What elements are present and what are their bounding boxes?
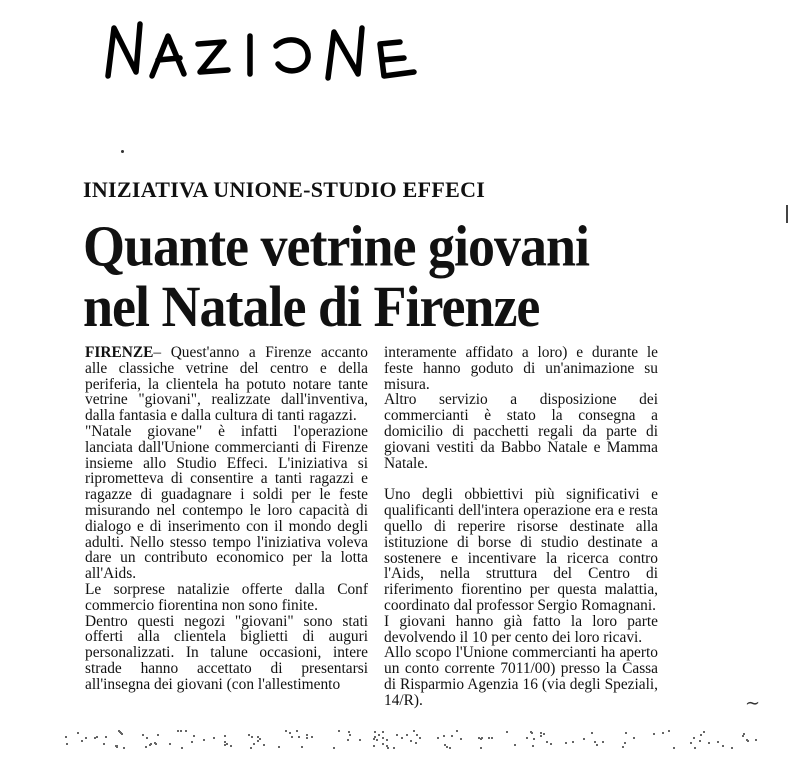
scan-speck — [251, 736, 253, 738]
scan-speck — [693, 737, 695, 739]
scan-speck — [382, 743, 384, 745]
paragraph-5: interamente affidato a loro) e durante le feste hanno goduto di un'animazione su misura. — [384, 344, 658, 393]
scan-speck — [257, 736, 259, 738]
scan-speck — [333, 747, 335, 749]
scan-speck — [565, 742, 567, 744]
scan-mark — [786, 205, 788, 223]
scan-speck — [224, 741, 226, 743]
scan-speck — [373, 745, 375, 747]
scan-speck — [154, 742, 156, 744]
scan-speck — [105, 736, 107, 738]
scan-speck — [177, 730, 179, 732]
scan-speck — [387, 747, 389, 749]
scan-speck — [349, 734, 351, 736]
scan-speck — [742, 735, 744, 737]
scan-speck — [622, 746, 624, 748]
scan-speck — [278, 746, 280, 748]
handwritten-masthead-note — [100, 14, 430, 84]
scan-speck — [533, 738, 535, 740]
scan-speck — [157, 734, 159, 736]
scan-speck — [413, 730, 415, 732]
scan-speck — [291, 736, 293, 738]
scan-speck — [115, 745, 117, 747]
scan-speck — [662, 732, 664, 734]
scan-speck — [123, 747, 125, 749]
scan-speck — [66, 743, 68, 745]
scan-speck — [540, 735, 542, 737]
scan-speck — [708, 742, 710, 744]
scan-speck — [347, 739, 349, 741]
scan-speck — [460, 738, 462, 740]
scan-speck — [755, 739, 757, 741]
scan-speck — [85, 737, 87, 739]
scan-speck — [591, 732, 593, 734]
scan-speck — [180, 730, 182, 732]
scan-speck — [624, 742, 626, 744]
scan-noise — [60, 700, 780, 750]
paragraph-9: Allo scopo l'Unione commercianti ha aperto un conto corrente 7011/00) presso la Cassa di Risparmio Agenzia 16 (via degli Speziali, 14/R). — [384, 644, 658, 709]
scan-speck — [298, 736, 300, 738]
scan-speck — [594, 741, 596, 743]
scan-speck — [451, 735, 453, 737]
scan-speck — [253, 743, 255, 745]
paragraph-1-text: – Quest'anno a Firenze accanto alle classiche vetrine del centro e della periferia, la clientela ha potuto notare tante vetrine "giovani", realizzate dall'inventiva, dalla fantasia e dalla cultura di tanti ragazzi. — [85, 344, 368, 425]
scan-speck — [378, 734, 380, 736]
scan-speck — [480, 747, 482, 749]
paragraph-7: Uno degli obbiettivi più significativi e qualificanti dell'intera operazione era e resta quello di reperire risorse destinate alla istituzione di borse di studio destinate a sostenere e incentivare la ricerca contro l'Aids, nella struttura del Centro di riferimento fiorentino per questa malattia, coordinato dal professor Sergio Romagnani. — [384, 486, 658, 614]
scan-speck — [348, 731, 350, 733]
scan-speck — [415, 742, 417, 744]
scan-speck — [543, 733, 545, 735]
dateline: FIRENZE — [85, 344, 154, 361]
scan-speck — [181, 747, 183, 749]
scan-speck — [230, 745, 232, 747]
scan-speck — [449, 747, 451, 749]
scan-speck — [406, 734, 408, 736]
scan-speck — [526, 737, 528, 739]
scan-speck — [416, 734, 418, 736]
article-column-left — [85, 345, 368, 693]
paragraph-6: Altro servizio a disposizione dei commercianti è stato la consegna a domicilio di pacchetti regali da parte di giovani vestiti da Babbo Natale e Mamma Natale. — [384, 391, 658, 472]
paragraph-1 — [85, 345, 368, 424]
scan-speck — [633, 737, 635, 739]
paragraph-4: Dentro questi negozi "giovani" sono stati offerti alla clientela biglietti di auguri personalizzati. In talune occasioni, intere strade hanno accettato di presentarsi all'insegna dei giovani (con l'allestimento — [85, 612, 368, 693]
scan-speck — [250, 747, 252, 749]
scan-speck — [456, 730, 458, 732]
scan-speck — [386, 739, 388, 741]
scan-speck — [550, 743, 552, 745]
scan-speck — [146, 737, 148, 739]
scan-speck — [703, 731, 705, 733]
scan-speck — [396, 734, 398, 736]
article-kicker: INIZIATIVA UNIONE-STUDIO EFFECI — [83, 177, 486, 202]
scan-speck — [393, 747, 395, 749]
scan-speck — [488, 737, 490, 739]
scan-speck — [142, 734, 144, 736]
scan-speck — [296, 730, 298, 732]
scan-speck — [169, 743, 171, 745]
scan-speck — [203, 739, 205, 741]
scan-speck — [65, 736, 67, 738]
scan-speck — [694, 747, 696, 749]
scan-speck — [540, 732, 542, 734]
scan-speck — [301, 746, 303, 748]
scan-speck — [259, 738, 261, 740]
scan-speck — [103, 743, 105, 745]
scan-speck — [690, 742, 692, 744]
scan-speck — [531, 732, 533, 734]
scan-speck — [193, 735, 195, 737]
scan-speck — [602, 741, 604, 743]
scan-speck — [625, 732, 627, 734]
scan-speck — [491, 737, 493, 739]
scan-speck — [668, 730, 670, 732]
scan-speck — [583, 738, 585, 740]
scan-speck — [382, 737, 384, 739]
scan-speck — [150, 743, 152, 745]
scan-speck — [248, 734, 250, 736]
scan-speck — [446, 746, 448, 748]
ink-dot — [121, 150, 124, 153]
scan-speck — [514, 744, 516, 746]
scan-speck — [81, 740, 83, 742]
scan-speck — [213, 737, 215, 739]
scan-speck — [401, 737, 403, 739]
scan-speck — [546, 741, 548, 743]
scan-speck — [289, 732, 291, 734]
scan-speck — [145, 746, 147, 748]
scan-speck — [285, 730, 287, 732]
scan-speck — [373, 738, 375, 740]
scan-speck — [374, 736, 376, 738]
scan-speck — [653, 733, 655, 735]
scan-speck — [506, 731, 508, 733]
article-headline — [83, 213, 683, 340]
scan-speck — [224, 735, 226, 737]
scan-speck — [717, 741, 719, 743]
scan-speck — [263, 744, 265, 746]
scan-speck — [359, 739, 361, 741]
scan-squiggle-mark: ∼ — [745, 693, 761, 713]
scan-speck — [480, 738, 482, 740]
scan-speck — [338, 730, 340, 732]
headline-line-1: Quante vetrine giovani — [83, 213, 589, 279]
scan-speck — [96, 736, 98, 738]
scan-speck — [673, 747, 675, 749]
scan-speck — [311, 736, 313, 738]
scan-speck — [121, 733, 123, 735]
scan-speck — [77, 732, 79, 734]
handwritten-nazione-drawing — [100, 14, 430, 84]
scan-speck — [419, 737, 421, 739]
scan-speck — [226, 743, 228, 745]
paragraph-2: "Natale giovane" è infatti l'operazione lanciata dall'Unione commercianti di Firenze insieme allo Studio Effeci. L'iniziativa si riprometteva di consentire a tanti ragazzi e ragazze di guadagnare i soldi per le feste misurando nel contempo le loro capacità di dialogo e di inserimento con il mondo degli adulti. Nello stesso tempo l'iniziativa voleva dare un contributo economico per la lotta all'Aids. — [85, 422, 368, 583]
scan-speck — [376, 739, 378, 741]
scan-speck — [382, 731, 384, 733]
scan-speck — [572, 741, 574, 743]
scan-speck — [191, 741, 193, 743]
scan-speck — [437, 737, 439, 739]
scan-speck — [257, 740, 259, 742]
headline-line-2: nel Natale di Firenze — [83, 274, 540, 340]
scan-speck — [596, 744, 598, 746]
scan-speck — [700, 734, 702, 736]
paragraph-8: I giovani hanno già fatto la loro parte devolvendo il 10 per cento dei loro ricavi. — [384, 612, 658, 646]
article-column-right — [384, 345, 658, 709]
scan-speck — [532, 745, 534, 747]
paragraph-3: Le sorprese natalizie offerte dalla Conf commercio fiorentina non sono finite. — [85, 580, 368, 614]
scan-speck — [306, 737, 308, 739]
scan-speck — [747, 740, 749, 742]
scan-speck — [306, 734, 308, 736]
scan-speck — [185, 730, 187, 732]
paragraph-gap — [384, 471, 658, 487]
scan-speck — [443, 735, 445, 737]
scan-speck — [699, 740, 701, 742]
scan-speck — [731, 747, 733, 749]
scan-speck — [410, 740, 412, 742]
scan-speck — [722, 745, 724, 747]
scan-speck — [374, 731, 376, 733]
